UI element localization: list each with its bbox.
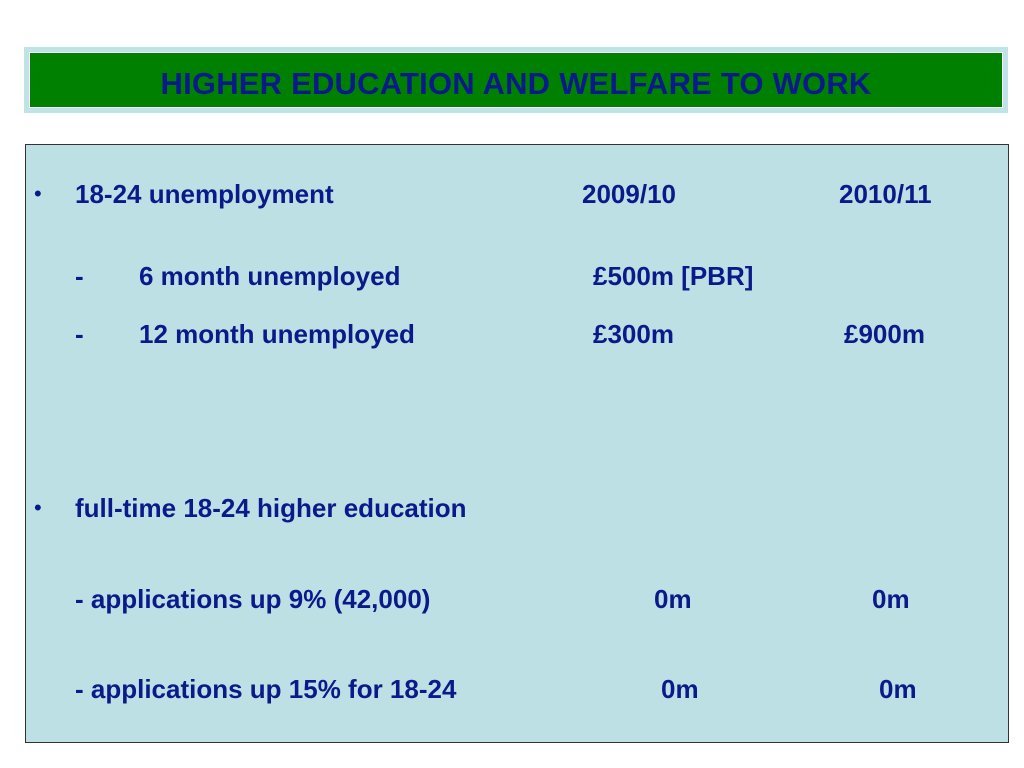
title-frame (24, 47, 1008, 113)
row-value-applications-9-2009: 0m (654, 584, 692, 614)
row-label-12-month: 12 month unemployed (139, 319, 415, 349)
row-value-6-month-2009: £500m [PBR] (593, 261, 754, 291)
col2-header: 2010/11 (839, 179, 932, 209)
higher-education-heading: full-time 18-24 higher education (75, 493, 467, 523)
row-value-applications-9-2010: 0m (872, 584, 910, 614)
bullet-unemployment: • (34, 181, 42, 206)
row-label-applications-15: - applications up 15% for 18-24 (75, 674, 457, 704)
row-value-applications-15-2009: 0m (661, 674, 699, 704)
row-value-12-month-2010: £900m (844, 319, 925, 349)
row-label-applications-9: - applications up 9% (42,000) (75, 584, 431, 614)
bullet-higher-education: • (34, 495, 42, 520)
title-bar (29, 52, 1003, 108)
row-value-12-month-2009: £300m (593, 319, 674, 349)
content-box (25, 144, 1009, 743)
row-dash: - (75, 319, 84, 349)
row-dash: - (75, 261, 84, 291)
slide-title: HIGHER EDUCATION AND WELFARE TO WORK (160, 66, 872, 101)
row-value-applications-15-2010: 0m (879, 674, 917, 704)
unemployment-heading: 18-24 unemployment (75, 179, 334, 209)
row-label-6-month: 6 month unemployed (139, 261, 401, 291)
col1-header: 2009/10 (582, 179, 676, 209)
